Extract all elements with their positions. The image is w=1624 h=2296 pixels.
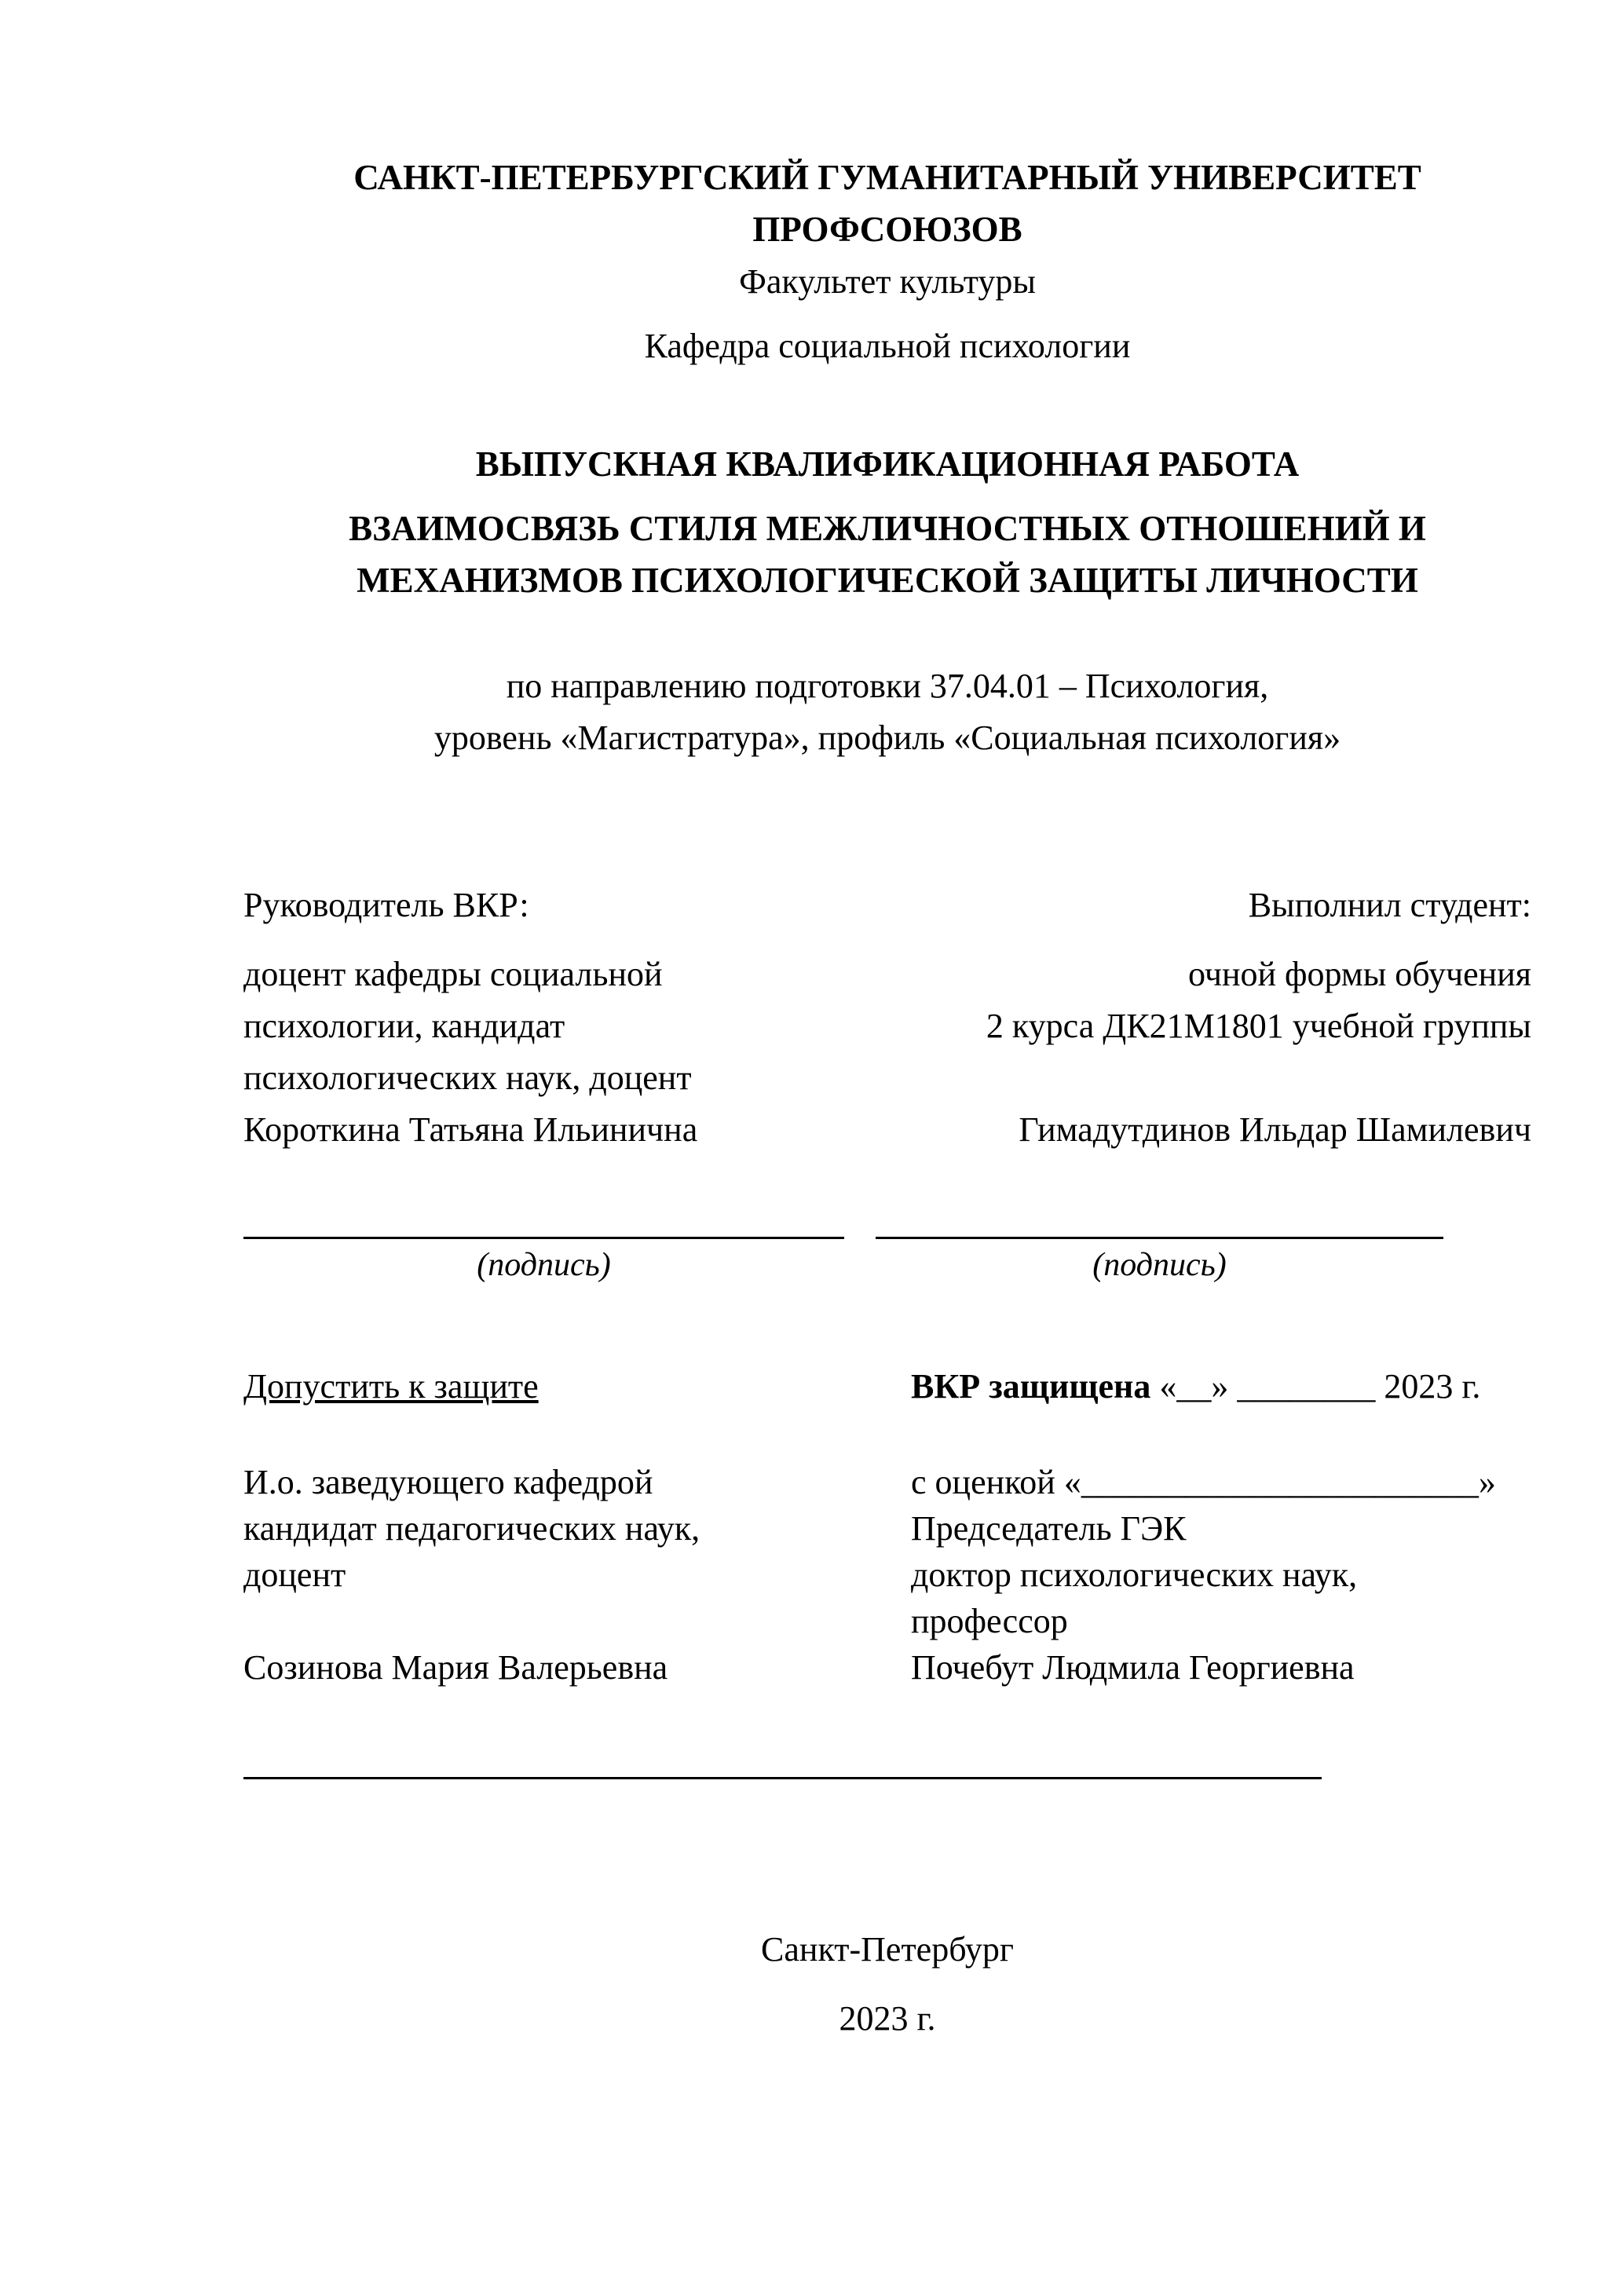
program-info [243, 660, 1531, 764]
defended-label: ВКР защищена [911, 1367, 1151, 1406]
supervisor-details [243, 949, 911, 1156]
work-type-heading: ВЫПУСКНАЯ КВАЛИФИКАЦИОННАЯ РАБОТА [475, 444, 1300, 484]
supervisor-signature-caption: (подпись) [477, 1247, 611, 1283]
supervisor-position-line3: психологических наук, доцент [243, 1058, 692, 1097]
program-line1: по направлению подготовки 37.04.01 – Психология, [506, 667, 1269, 705]
head-signature-line [243, 1727, 768, 1779]
roles-details-row [243, 949, 1531, 1156]
committee-line3: профессор [911, 1602, 1068, 1640]
committee-line2: доктор психологических наук, [911, 1556, 1358, 1594]
city-name: Санкт-Петербург [761, 1930, 1014, 1969]
student-details [911, 949, 1531, 1156]
admit-to-defense [243, 1361, 911, 1413]
university-name-line1: САНКТ-ПЕТЕРБУРГСКИЙ ГУМАНИТАРНЫЙ УНИВЕРСИТЕТ [353, 158, 1421, 197]
defense-statement [911, 1361, 1531, 1413]
student-signature-caption: (подпись) [1092, 1247, 1227, 1283]
thesis-title-line2: МЕХАНИЗМОВ ПСИХОЛОГИЧЕСКОЙ ЗАЩИТЫ ЛИЧНОСТИ [357, 561, 1418, 600]
blank-line [243, 1598, 911, 1644]
chair-signature-line-wrap [768, 1727, 1531, 1779]
head-position-line3: доцент [243, 1556, 346, 1594]
officials-row [243, 1459, 1531, 1691]
admit-to-defense-label: Допустить к защите [243, 1367, 539, 1406]
chair-signature-line [768, 1727, 1322, 1779]
signature-captions-row [243, 1239, 1531, 1291]
signature-lines-row-top [243, 1187, 1531, 1239]
supervisor-name: Короткина Татьяна Ильинична [243, 1110, 698, 1149]
student-label: Выполнил студент: [1248, 886, 1531, 924]
supervisor-position-line1: доцент кафедры социальной [243, 955, 663, 993]
student-info-line2: 2 курса ДК21М1801 учебной группы [986, 1007, 1531, 1045]
committee-line1: Председатель ГЭК [911, 1509, 1187, 1548]
thesis-title [243, 503, 1531, 606]
year-label: 2023 г. [839, 1999, 936, 2038]
university-header [243, 152, 1531, 255]
grade-blank-line: с оценкой «_______________________» [911, 1463, 1496, 1501]
department-head-details [243, 1459, 911, 1691]
university-name-line2: ПРОФСОЮЗОВ [752, 210, 1022, 249]
signature-lines-row-bottom [243, 1727, 1531, 1779]
admission-defense-row [243, 1361, 1531, 1413]
student-signature-line [876, 1187, 1443, 1239]
thesis-title-line1: ВЗАИМОСВЯЗЬ СТИЛЯ МЕЖЛИЧНОСТНЫХ ОТНОШЕНИЙ И [349, 509, 1426, 548]
blank-line [911, 1052, 1531, 1104]
head-name: Созинова Мария Валерьевна [243, 1648, 668, 1687]
supervisor-position-line2: психологии, кандидат [243, 1007, 565, 1045]
committee-chair-name: Почебут Людмила Георгиевна [911, 1648, 1355, 1687]
head-position-line1: И.о. заведующего кафедрой [243, 1463, 653, 1501]
student-name: Гимадутдинов Ильдар Шамилевич [1019, 1110, 1531, 1149]
program-line2: уровень «Магистратура», профиль «Социальная психология» [433, 718, 1341, 757]
defended-date-blank: «__» ________ 2023 г. [1159, 1367, 1481, 1406]
faculty-name: Факультет культуры [739, 262, 1036, 301]
student-info-line1: очной формы обучения [1187, 955, 1531, 993]
head-position-line2: кандидат педагогических наук, [243, 1509, 700, 1548]
committee-details [911, 1459, 1531, 1691]
supervisor-label: Руководитель ВКР: [243, 886, 529, 924]
roles-label-row [243, 879, 1531, 931]
department-name: Кафедра социальной психологии [644, 327, 1131, 365]
supervisor-signature-line [243, 1187, 844, 1239]
